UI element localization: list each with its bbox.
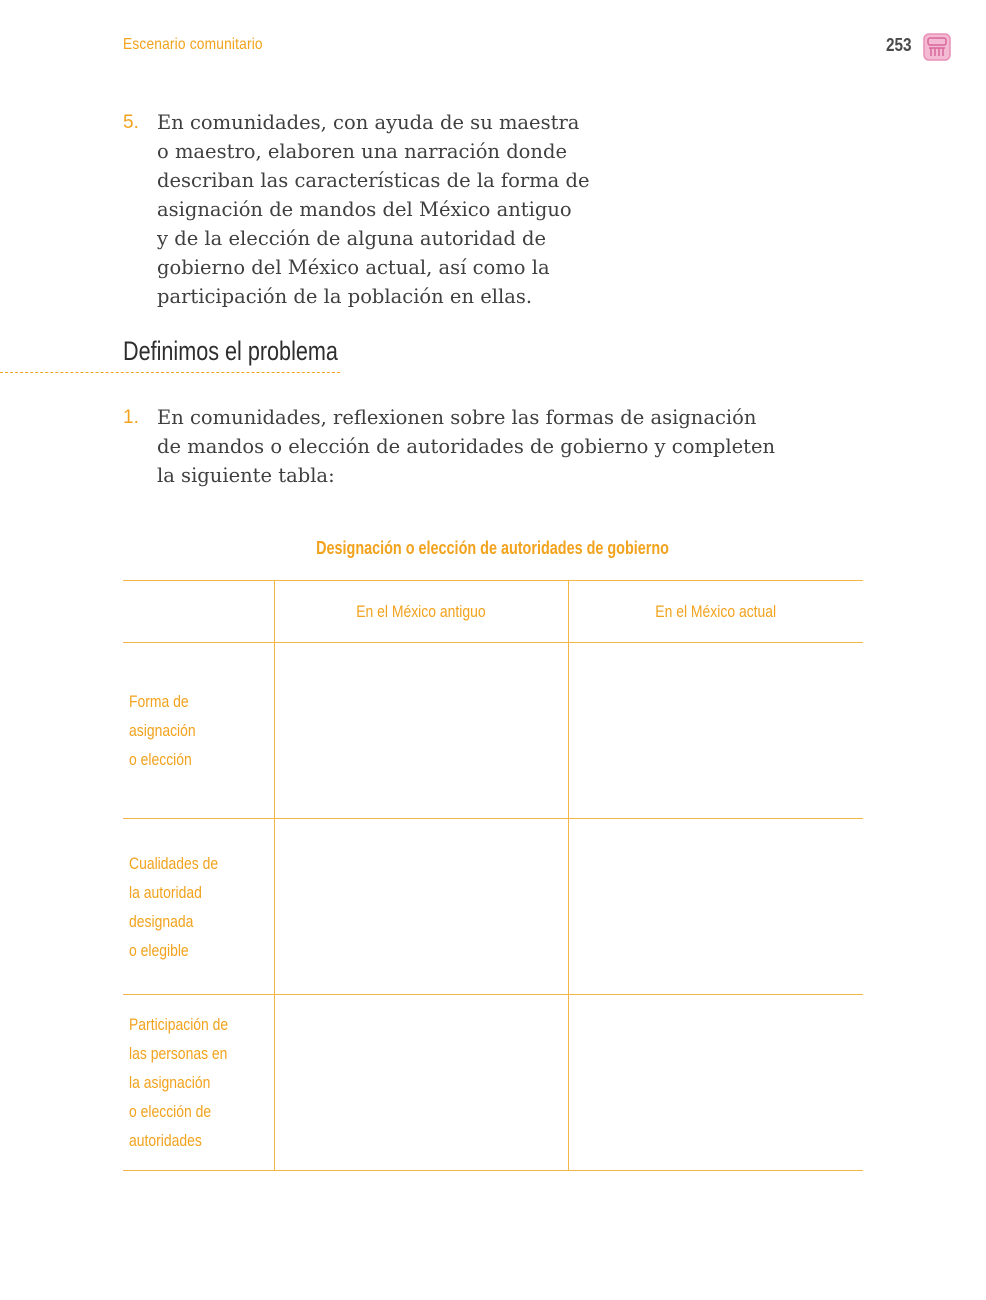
answer-cell-ancient[interactable] bbox=[274, 819, 568, 995]
row-label-authority-qualities: Cualidades de la autoridad designada o elegible bbox=[123, 819, 274, 995]
table-row bbox=[123, 819, 863, 995]
authorities-table bbox=[123, 580, 863, 1171]
table-caption-text: Designación o elección de autoridades de gobierno bbox=[316, 538, 670, 558]
page-number: 253 bbox=[886, 35, 912, 55]
answer-cell-current[interactable] bbox=[568, 995, 863, 1171]
section-heading: Definimos el problema bbox=[123, 336, 338, 366]
decorative-glyph-icon bbox=[922, 32, 952, 62]
activity-5-number: 5. bbox=[123, 112, 139, 133]
header-section-title: Escenario comunitario bbox=[123, 36, 263, 53]
section-divider bbox=[0, 372, 340, 373]
row-label-people-participation: Participación de las personas en la asignación o elección de autoridades bbox=[123, 995, 274, 1171]
answer-cell-ancient[interactable] bbox=[274, 995, 568, 1171]
table-row bbox=[123, 995, 863, 1171]
activity-1-number: 1. bbox=[123, 407, 139, 428]
answer-cell-current[interactable] bbox=[568, 819, 863, 995]
table-header-row bbox=[123, 581, 863, 643]
table-row bbox=[123, 643, 863, 819]
answer-cell-current[interactable] bbox=[568, 643, 863, 819]
answer-cell-ancient[interactable] bbox=[274, 643, 568, 819]
activity-5 bbox=[123, 108, 643, 311]
header-cell-ancient-mexico: En el México antiguo bbox=[274, 581, 568, 643]
header-cell-empty bbox=[123, 581, 274, 643]
activity-5-text: En comunidades, con ayuda de su maestra o maestro, elaboren una narración donde describan las características de la forma de asignación de mandos del México antiguo y de la elección de alguna autoridad de gobierno del México actual, así como la participación de la población en ellas. bbox=[157, 111, 590, 308]
activity-1 bbox=[123, 403, 803, 490]
activity-1-text: En comunidades, reflexionen sobre las formas de asignación de mandos o elección de autoridades de gobierno y completen la siguiente tabla: bbox=[157, 406, 776, 487]
row-label-assignment-form: Forma de asignación o elección bbox=[123, 643, 274, 819]
header-cell-current-mexico: En el México actual bbox=[568, 581, 863, 643]
table-caption bbox=[123, 538, 863, 559]
